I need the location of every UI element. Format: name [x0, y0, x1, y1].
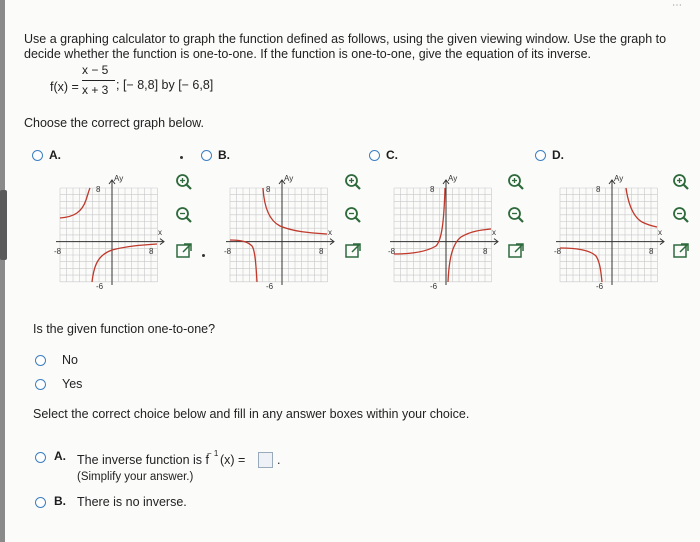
function-denominator: x + 3 [82, 83, 109, 97]
graph-b [222, 170, 340, 292]
graph-d-axes [556, 180, 664, 285]
inverse-period: . [277, 453, 281, 467]
graph-d-ymin-label: -6 [596, 282, 604, 291]
viewing-window: ; [− 8,8] by [− 6,8] [116, 78, 214, 92]
separator-dot [202, 254, 205, 257]
option-d-label: D. [552, 148, 564, 162]
graph-b-ymax-label: 8 [266, 185, 271, 194]
graph-a-grid [60, 188, 158, 282]
graph-c-grid [394, 188, 492, 282]
function-label: f(x) = [50, 80, 79, 94]
option-c-radio[interactable] [369, 150, 380, 161]
inverse-exponent: − 1 [207, 449, 219, 458]
no-radio[interactable] [35, 355, 46, 366]
yes-radio[interactable] [35, 379, 46, 390]
option-d-radio[interactable] [535, 150, 546, 161]
graph-c-xmax-label: 8 [483, 247, 488, 256]
zoom-in-icon[interactable] [507, 173, 525, 191]
graph-c [386, 170, 504, 292]
graph-b-grid [230, 188, 328, 282]
option-a-label: A. [49, 148, 61, 162]
function-numerator: x − 5 [82, 63, 109, 77]
graph-a-y-label: Ay [114, 174, 124, 183]
inverse-option-b-radio[interactable] [35, 497, 46, 508]
graph-b-y-label: Ay [284, 174, 294, 183]
option-b-label: B. [218, 148, 230, 162]
graph-c-y-label: Ay [448, 174, 458, 183]
expand-icon[interactable] [507, 242, 525, 260]
graph-a-xmin-label: -8 [54, 247, 62, 256]
inverse-answer-input[interactable] [258, 452, 273, 468]
graph-d-x-label: x [658, 228, 662, 237]
graph-a-ymin-label: -6 [96, 282, 104, 291]
graph-c-x-label: x [492, 228, 496, 237]
graph-d-curve-right [626, 188, 657, 227]
option-a-radio[interactable] [32, 150, 43, 161]
inverse-option-a-text: The inverse function is f [77, 453, 210, 467]
graph-a-ymax-label: 8 [96, 185, 101, 194]
graph-d-grid [560, 188, 658, 282]
graph-a-curve-left [60, 188, 90, 218]
graph-c-ymin-label: -6 [430, 282, 438, 291]
yes-label: Yes [62, 377, 83, 391]
graph-d-xmin-label: -8 [554, 247, 562, 256]
zoom-out-icon[interactable] [344, 206, 362, 224]
simplify-hint: (Simplify your answer.) [77, 471, 194, 483]
inverse-option-a-letter: A. [54, 449, 66, 463]
inverse-option-b-letter: B. [54, 494, 66, 508]
option-b-radio[interactable] [201, 150, 212, 161]
zoom-out-icon[interactable] [507, 206, 525, 224]
inverse-option-b-text: There is no inverse. [77, 495, 187, 509]
zoom-in-icon[interactable] [344, 173, 362, 191]
graph-b-curve-left [230, 240, 257, 282]
no-label: No [62, 353, 78, 367]
cursor-dot [180, 156, 183, 159]
expand-icon[interactable] [672, 242, 690, 260]
graph-b-axes [226, 180, 334, 285]
scroll-handle[interactable] [0, 190, 7, 260]
graph-b-ymin-label: -6 [266, 282, 274, 291]
expand-icon[interactable] [175, 242, 193, 260]
graph-d-y-label: Ay [614, 174, 624, 183]
zoom-in-icon[interactable] [672, 173, 690, 191]
inverse-argument: (x) = [220, 453, 246, 467]
zoom-in-icon[interactable] [175, 173, 193, 191]
graph-b-xmax-label: 8 [319, 247, 324, 256]
graph-b-x-label: x [328, 228, 332, 237]
graph-a-axes [56, 180, 164, 285]
graph-a-curve-right [92, 244, 157, 282]
graph-d-xmax-label: 8 [649, 247, 654, 256]
graph-c-axes [390, 180, 498, 285]
select-choice-prompt: Select the correct choice below and fill in any answer boxes within your choice. [33, 407, 470, 421]
graph-a [52, 170, 170, 292]
graph-c-ymax-label: 8 [430, 185, 435, 194]
graph-c-xmin-label: -8 [388, 247, 396, 256]
graph-c-curve-left [394, 188, 445, 254]
instruction-line-1: Use a graphing calculator to graph the function defined as follows, using the given viewing window. Use the graph to [24, 32, 667, 46]
graph-a-x-label: x [158, 228, 162, 237]
graph-d [552, 170, 670, 292]
one-to-one-question: Is the given function one-to-one? [33, 322, 216, 336]
zoom-out-icon[interactable] [672, 206, 690, 224]
more-options-icon[interactable]: ⋯ [672, 0, 682, 11]
graph-a-xmax-label: 8 [149, 247, 154, 256]
inverse-option-a-radio[interactable] [35, 452, 46, 463]
instruction-line-2: decide whether the function is one-to-one. If the function is one-to-one, give the equation of its inverse. [24, 47, 592, 61]
left-edge-bar [0, 0, 5, 542]
graph-b-xmin-label: -8 [224, 247, 232, 256]
zoom-out-icon[interactable] [175, 206, 193, 224]
graph-d-ymax-label: 8 [596, 185, 601, 194]
expand-icon[interactable] [344, 242, 362, 260]
choose-graph-prompt: Choose the correct graph below. [24, 116, 204, 130]
option-c-label: C. [386, 148, 398, 162]
fraction-bar [82, 80, 115, 81]
